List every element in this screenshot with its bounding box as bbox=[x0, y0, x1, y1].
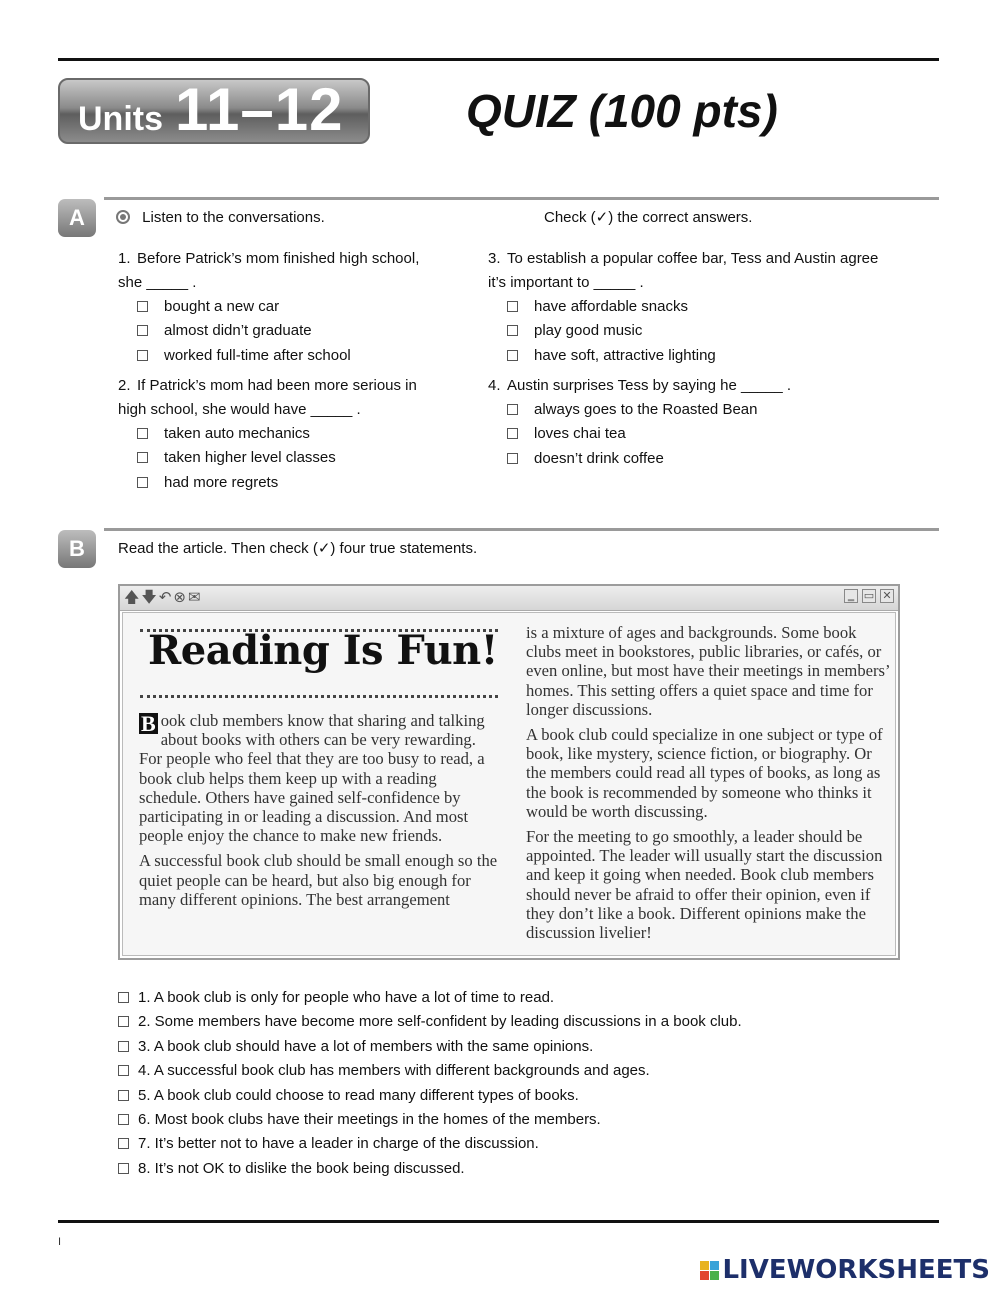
option-label: had more regrets bbox=[164, 473, 279, 491]
checkbox[interactable] bbox=[137, 428, 148, 439]
checkbox[interactable] bbox=[118, 1114, 129, 1125]
question-4 bbox=[488, 374, 938, 471]
section-a-check-instruction: Check (✓) the correct answers. bbox=[544, 209, 753, 226]
question-text-cont: it’s important to _____ . bbox=[488, 274, 644, 291]
checkbox[interactable] bbox=[137, 325, 148, 336]
statement-text: 8. It’s not OK to dislike the book being discussed. bbox=[138, 1159, 465, 1177]
answer-option[interactable] bbox=[118, 344, 468, 368]
logo-square bbox=[700, 1261, 709, 1270]
toolbar-nav-icons[interactable]: 🡅🡇↶⊗✉ bbox=[124, 589, 203, 606]
section-b-rule bbox=[104, 528, 939, 531]
checkbox[interactable] bbox=[507, 350, 518, 361]
answer-option[interactable] bbox=[488, 422, 938, 446]
top-rule bbox=[58, 58, 939, 61]
checkbox[interactable] bbox=[507, 301, 518, 312]
checkbox[interactable] bbox=[507, 453, 518, 464]
checkbox[interactable] bbox=[118, 992, 129, 1003]
question-text-cont: high school, she would have _____ . bbox=[118, 401, 361, 418]
answer-option[interactable] bbox=[118, 422, 468, 446]
checkbox[interactable] bbox=[137, 477, 148, 488]
option-label: doesn’t drink coffee bbox=[534, 449, 664, 467]
answer-option[interactable] bbox=[488, 398, 938, 422]
option-label: worked full-time after school bbox=[164, 346, 351, 364]
checkbox[interactable] bbox=[137, 350, 148, 361]
article-paragraph: A book club could specialize in one subject or type of book, like mystery, science fiction, or biography. Or the members could read all types of books, as long as the book is recommended by someone who thinks it would be worth discussing. bbox=[526, 725, 883, 821]
option-label: bought a new car bbox=[164, 298, 280, 315]
statements-list bbox=[118, 986, 938, 1181]
question-number: 2. bbox=[118, 377, 131, 394]
statement-item[interactable] bbox=[118, 1157, 938, 1181]
units-badge bbox=[58, 78, 370, 144]
question-text-cont: she _____ . bbox=[118, 274, 197, 291]
article-paragraph: A successful book club should be small enough so the quiet people can be heard, but also big enough for many different opinions. The best arrangement bbox=[139, 851, 498, 909]
option-label: play good music bbox=[534, 322, 643, 340]
quiz-title: QUIZ (100 pts) bbox=[466, 85, 778, 137]
question-text: To establish a popular coffee bar, Tess and Austin agree bbox=[507, 250, 879, 267]
section-a-rule bbox=[104, 197, 939, 200]
statement-text: 1. A book club is only for people who have a lot of time to read. bbox=[138, 989, 555, 1006]
option-label: always goes to the Roasted Bean bbox=[534, 401, 758, 418]
checkbox[interactable] bbox=[137, 452, 148, 463]
audio-disc-icon[interactable] bbox=[116, 210, 130, 224]
statement-item[interactable] bbox=[118, 1010, 938, 1034]
question-number: 1. bbox=[118, 250, 131, 267]
article-paragraph: For the meeting to go smoothly, a leader should be appointed. The leader will usually start the discussion and keep it going when needed. Book club members should never be afraid to offer their opinion, even if they don’t like a book. Different opinions make the discussion livelier! bbox=[526, 827, 883, 943]
liveworksheets-logo[interactable] bbox=[700, 1255, 990, 1285]
question-3 bbox=[488, 247, 938, 368]
statement-text: 6. Most book clubs have their meetings in the homes of the members. bbox=[138, 1111, 601, 1129]
section-a-badge: A bbox=[58, 199, 96, 237]
logo-square bbox=[710, 1271, 719, 1280]
statement-item[interactable] bbox=[118, 1059, 938, 1083]
title-dots-bottom bbox=[140, 695, 498, 698]
section-b-instruction: Read the article. Then check (✓) four true statements. bbox=[118, 540, 478, 557]
checkbox[interactable] bbox=[137, 301, 148, 312]
article-right-column bbox=[526, 623, 890, 948]
question-number: 4. bbox=[488, 377, 501, 394]
checkbox[interactable] bbox=[118, 1041, 129, 1052]
window-controls bbox=[844, 589, 894, 603]
answer-option[interactable] bbox=[488, 295, 938, 319]
logo-text: LIVEWORKSHEETS bbox=[722, 1255, 990, 1285]
statement-item[interactable] bbox=[118, 1108, 938, 1132]
answer-option[interactable] bbox=[118, 446, 468, 470]
option-label: have soft, attractive lighting bbox=[534, 346, 716, 364]
checkbox[interactable] bbox=[118, 1138, 129, 1149]
section-b-badge: B bbox=[58, 530, 96, 568]
units-word: Units bbox=[78, 100, 163, 138]
statement-item[interactable] bbox=[118, 1084, 938, 1108]
logo-square bbox=[710, 1261, 719, 1270]
article-paragraph: is a mixture of ages and backgrounds. Some book clubs meet in bookstores, public libraries, or cafés, or even online, but most have their meetings in members’ homes. This setting offers a quiet space and time for longer discussions. bbox=[526, 623, 890, 719]
checkbox[interactable] bbox=[118, 1016, 129, 1027]
option-label: taken auto mechanics bbox=[164, 425, 310, 442]
statement-text: 3. A book club should have a lot of members with the same opinions. bbox=[138, 1037, 594, 1055]
article-title: Reading Is Fun! bbox=[148, 627, 498, 674]
checkbox[interactable] bbox=[118, 1163, 129, 1174]
question-text: Before Patrick’s mom finished high school, bbox=[137, 250, 420, 267]
answer-option[interactable] bbox=[118, 471, 468, 495]
question-text: If Patrick’s mom had been more serious in bbox=[137, 377, 417, 394]
drop-cap: B bbox=[141, 711, 156, 736]
answer-option[interactable] bbox=[488, 319, 938, 343]
article-toolbar bbox=[120, 586, 898, 611]
bottom-rule bbox=[58, 1220, 939, 1223]
article-paragraph bbox=[139, 711, 499, 845]
answer-option[interactable] bbox=[488, 344, 938, 368]
answer-option[interactable] bbox=[488, 447, 938, 471]
question-number: 3. bbox=[488, 250, 501, 267]
answer-option[interactable] bbox=[118, 295, 468, 319]
checkbox[interactable] bbox=[507, 325, 518, 336]
checkbox[interactable] bbox=[118, 1090, 129, 1101]
article-left-column bbox=[139, 711, 499, 915]
page-mark: I bbox=[58, 1236, 62, 1248]
maximize-icon[interactable]: ▭ bbox=[863, 590, 875, 602]
checkbox[interactable] bbox=[507, 404, 518, 415]
listen-text: Listen to the conversations. bbox=[142, 209, 325, 226]
paragraph-text: ook club members know that sharing and talking about books with others can be very rewarding. For people who feel that they are too busy to read, a book club helps them keep up with a reading schedule. Others have gained self-confidence by participating in or leading a discussion. And most people enjoy the chance to make new friends. bbox=[139, 711, 485, 846]
statement-item[interactable] bbox=[118, 1035, 938, 1059]
logo-square bbox=[700, 1271, 709, 1280]
statement-item[interactable] bbox=[118, 986, 938, 1010]
checkbox[interactable] bbox=[507, 428, 518, 439]
section-a-listen-instruction bbox=[116, 208, 325, 228]
option-label: have affordable snacks bbox=[534, 298, 688, 315]
statement-text: 7. It’s better not to have a leader in charge of the discussion. bbox=[138, 1135, 539, 1153]
statement-text: 2. Some members have become more self-confident by leading discussions in a book club. bbox=[138, 1013, 742, 1031]
answer-option[interactable] bbox=[118, 319, 468, 343]
question-1 bbox=[118, 247, 468, 368]
minimize-icon[interactable]: ‗ bbox=[844, 589, 858, 603]
option-label: taken higher level classes bbox=[164, 449, 336, 467]
question-text: Austin surprises Tess by saying he _____ . bbox=[507, 377, 792, 394]
statement-item[interactable] bbox=[118, 1132, 938, 1156]
option-label: loves chai tea bbox=[534, 425, 626, 443]
article-window bbox=[118, 584, 900, 960]
article-body bbox=[122, 612, 896, 956]
statement-text: 4. A successful book club has members with different backgrounds and ages. bbox=[138, 1062, 650, 1080]
units-numbers: 11–12 bbox=[175, 76, 344, 143]
close-icon[interactable]: ✕ bbox=[880, 589, 894, 603]
checkbox[interactable] bbox=[118, 1065, 129, 1076]
option-label: almost didn’t graduate bbox=[164, 322, 312, 340]
question-2 bbox=[118, 374, 468, 495]
statement-text: 5. A book club could choose to read many different types of books. bbox=[138, 1086, 579, 1104]
logo-grid-icon bbox=[700, 1261, 719, 1280]
